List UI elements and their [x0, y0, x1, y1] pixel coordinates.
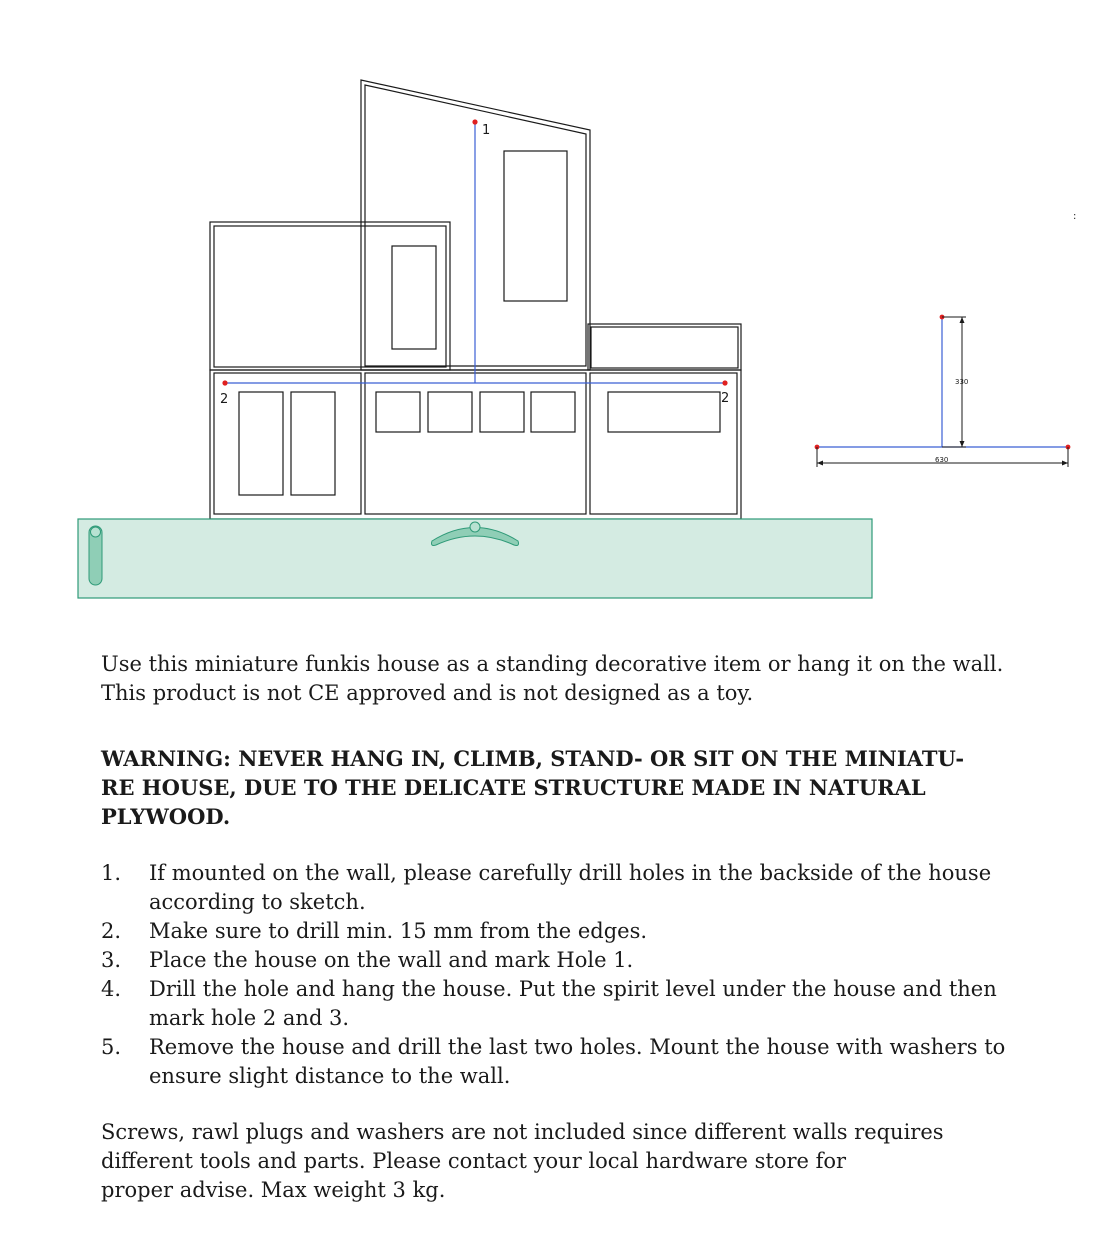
step-number: 4. — [101, 977, 122, 1001]
left-upper-block-inner — [214, 226, 446, 367]
room-middle — [365, 373, 586, 514]
house-mounting-sketch — [0, 0, 1114, 610]
step-text — [149, 1033, 1061, 1091]
step-4 — [101, 975, 1061, 1033]
dimension-diagram — [815, 315, 1071, 467]
step-number: 5. — [101, 1035, 122, 1059]
intro-paragraph — [101, 650, 1061, 708]
step-line: Make sure to drill min. 15 mm from the edges. — [149, 919, 648, 943]
step-number: 1. — [101, 861, 122, 885]
warning-line-2: RE HOUSE, DUE TO THE DELICATE STRUCTURE MADE IN NATURAL — [101, 775, 926, 800]
step-line: according to sketch. — [149, 890, 366, 914]
window-middle-3 — [480, 392, 524, 432]
room-right — [590, 373, 737, 514]
height-arrow-top — [960, 317, 965, 323]
note-line-2: different tools and parts. Please contact your local hardware store for — [101, 1149, 847, 1173]
step-line: mark hole 2 and 3. — [149, 1006, 350, 1030]
step-line: Place the house on the wall and mark Hole 1. — [149, 948, 634, 972]
window-tower — [504, 151, 567, 301]
instruction-steps — [101, 859, 1061, 1091]
door-left-2 — [291, 392, 335, 495]
right-upper-block — [588, 324, 741, 370]
step-number: 3. — [101, 948, 122, 972]
step-line: If mounted on the wall, please carefully drill holes in the backside of the house — [149, 861, 992, 885]
step-line: ensure slight distance to the wall. — [149, 1064, 511, 1088]
step-3 — [101, 946, 1061, 975]
note-line-1: Screws, rawl plugs and washers are not included since different walls requires — [101, 1120, 944, 1144]
width-arrow-left — [817, 461, 823, 466]
step-2 — [101, 917, 1061, 946]
step-text — [149, 859, 1061, 917]
window-middle-1 — [376, 392, 420, 432]
warning-line-3: PLYWOOD. — [101, 804, 231, 829]
window-upper-left — [392, 246, 436, 349]
spirit-level — [78, 519, 872, 598]
hole-3-marker — [722, 380, 727, 385]
room-left — [214, 373, 361, 514]
step-line: Remove the house and drill the last two holes. Mount the house with washers to — [149, 1035, 1006, 1059]
hole-1-label: 1 — [482, 123, 491, 138]
window-right — [608, 392, 720, 432]
hole-2-marker — [222, 380, 227, 385]
hole-2-label: 2 — [220, 392, 229, 407]
window-middle-4 — [531, 392, 575, 432]
door-left-1 — [239, 392, 283, 495]
height-dimension-label: 330 — [955, 378, 969, 386]
left-upper-block — [210, 222, 450, 370]
step-text — [149, 975, 1061, 1033]
closing-note — [101, 1118, 1001, 1205]
hole-3-label: 2 — [721, 391, 730, 406]
step-line: Drill the hole and hang the house. Put the spirit level under the house and then — [149, 977, 997, 1001]
warning-paragraph — [101, 744, 1041, 831]
width-arrow-right — [1062, 461, 1068, 466]
step-1 — [101, 859, 1061, 917]
step-5 — [101, 1033, 1061, 1091]
height-arrow-bottom — [960, 441, 965, 447]
step-text — [149, 946, 1061, 975]
spirit-level-vertical-bubble — [91, 527, 101, 537]
note-line-3: proper advise. Max weight 3 kg. — [101, 1178, 446, 1202]
hole-1-marker — [472, 119, 477, 124]
step-text — [149, 917, 1061, 946]
side-mark: : — [1073, 211, 1077, 222]
step-number: 2. — [101, 919, 122, 943]
right-upper-block-inner — [591, 327, 738, 368]
window-middle-2 — [428, 392, 472, 432]
intro-line-1: Use this miniature funkis house as a standing decorative item or hang it on the wall. — [101, 652, 1004, 676]
warning-line-1: WARNING: NEVER HANG IN, CLIMB, STAND- OR SIT ON THE MINIATU- — [101, 746, 965, 771]
intro-line-2: This product is not CE approved and is not designed as a toy. — [101, 681, 754, 705]
spirit-level-curved-bubble — [470, 522, 480, 532]
width-dimension-label: 630 — [935, 456, 949, 464]
